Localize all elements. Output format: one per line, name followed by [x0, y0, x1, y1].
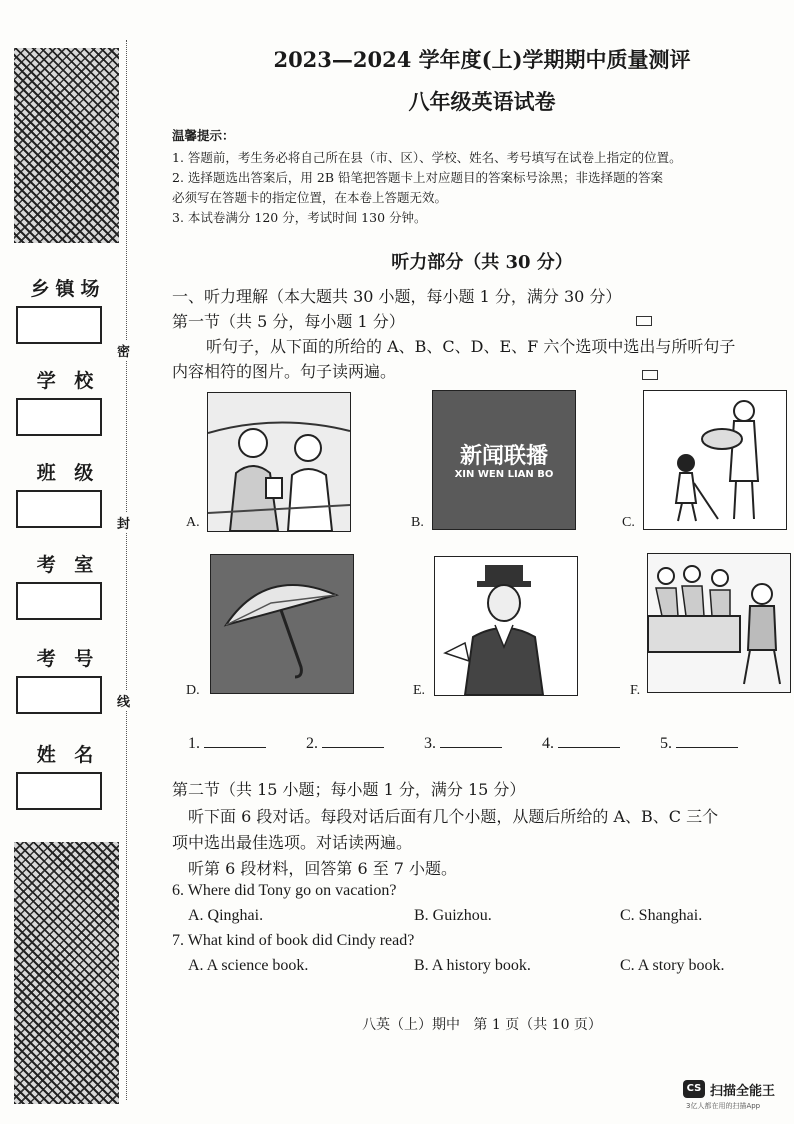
seal-char-xian: 线 [117, 690, 130, 711]
umbrella-picture [210, 554, 354, 694]
answer-blank-5-label: 5. [660, 735, 672, 752]
answer-blank-3-line [440, 733, 502, 748]
answer-blank-1 [188, 733, 266, 753]
news-broadcast-picture [432, 390, 576, 530]
field-label-school: 学 校 [36, 370, 100, 392]
tip-3: 3. 本试卷满分 120 分，考试时间 130 分钟。 [172, 210, 427, 225]
question-7-stem: 7. What kind of book did Cindy read? [172, 932, 415, 949]
magician-picture [434, 556, 578, 696]
picture-label-e: E. [413, 683, 426, 698]
question-7-option-c: C. A story book. [620, 957, 725, 974]
answer-blank-1-label: 1. [188, 735, 200, 752]
question-7-option-a: A. A science book. [188, 957, 309, 974]
question-6-option-b: B. Guizhou. [414, 907, 492, 924]
answer-blank-2-label: 2. [306, 735, 318, 752]
picture-label-a: A. [186, 515, 200, 530]
question-6-stem: 6. Where did Tony go on vacation? [172, 882, 397, 899]
answer-blank-1-line [204, 733, 266, 748]
tip-2-cont: 必须写在答题卡的指定位置，在本卷上答题无效。 [172, 190, 448, 205]
field-box-township [16, 306, 102, 344]
field-label-township: 乡镇场 [30, 278, 106, 300]
seal-dashed-line [126, 40, 127, 1100]
picture-label-f: F. [630, 683, 641, 698]
exam-subtitle: 八年级英语试卷 [408, 89, 556, 114]
picture-label-b: B. [411, 515, 424, 530]
seal-char-feng: 封 [117, 512, 130, 533]
section2-material: 听第 6 段材料，回答第 6 至 7 小题。 [188, 859, 458, 878]
answer-blank-5-line [676, 733, 738, 748]
tips-heading: 温馨提示： [172, 128, 235, 143]
question-6-option-c: C. Shanghai. [620, 907, 703, 924]
field-box-exam-number [16, 676, 102, 714]
page-footer: 八英（上）期中 第 1 页（共 10 页） [362, 1017, 602, 1033]
answer-blank-3-label: 3. [424, 735, 436, 752]
section1-instruction-1: 听句子，从下面的所给的 A、B、C、D、E、F 六个选项中选出与所听句子 [206, 337, 736, 356]
interview-picture [647, 553, 791, 693]
scanner-name: 扫描全能王 [710, 1084, 776, 1099]
answer-blank-2-line [322, 733, 384, 748]
section2-instruction-1: 听下面 6 段对话。每段对话后面有几个小题，从题后所给的 A、B、C 三个 [188, 807, 719, 826]
listening-heading: 听力部分（共 30 分） [391, 252, 573, 273]
picture-label-c: C. [622, 515, 635, 530]
tip-1: 1. 答题前，考生务必将自己所在县（市、区）、学校、姓名、考号填写在试卷上指定的位置。 [172, 150, 682, 165]
seal-char-mi: 密 [117, 340, 130, 361]
tip-2: 2. 选择题选出答案后，用 2B 铅笔把答题卡上对应题目的答案标号涂黑；非选择题的答案 [172, 170, 663, 185]
girls-carrying-basket-picture [643, 390, 787, 530]
field-label-exam-number: 考 号 [36, 648, 100, 670]
field-box-school [16, 398, 102, 436]
question-6-option-a: A. Qinghai. [188, 907, 264, 924]
answer-blank-4-line [558, 733, 620, 748]
answer-blank-3 [424, 733, 502, 753]
section1-title: 第一节（共 5 分，每小题 1 分） [172, 312, 405, 331]
field-label-name: 姓 名 [36, 744, 100, 766]
answer-blank-5 [660, 733, 738, 753]
scanner-logo-icon: CS [683, 1080, 705, 1098]
news-broadcast-pinyin: XIN WEN LIAN BO [454, 469, 554, 480]
news-broadcast-title: 新闻联播 [459, 444, 548, 469]
binding-pattern-top [14, 48, 119, 243]
field-label-room: 考 室 [36, 554, 100, 576]
section1-instruction-2: 内容相符的图片。句子读两遍。 [172, 362, 397, 381]
exam-title: 2023—2024 学年度(上)学期期中质量测评 [273, 47, 691, 72]
answer-blank-4 [542, 733, 620, 753]
scanner-slogan: 3亿人都在用的扫描App [686, 1102, 761, 1110]
answer-blank-2 [306, 733, 384, 753]
small-checkbox-mark-2 [642, 370, 658, 380]
section2-instruction-2: 项中选出最佳选项。对话读两遍。 [172, 833, 413, 852]
field-label-class: 班 级 [36, 462, 100, 484]
field-box-room [16, 582, 102, 620]
question-7-option-b: B. A history book. [414, 957, 531, 974]
field-box-class [16, 490, 102, 528]
part1-title: 一、听力理解（本大题共 30 小题，每小题 1 分，满分 30 分） [172, 287, 622, 306]
binding-pattern-bottom [14, 842, 119, 1104]
small-checkbox-mark [636, 316, 652, 326]
cinema-audience-picture [207, 392, 351, 532]
field-box-name [16, 772, 102, 810]
answer-blank-4-label: 4. [542, 735, 554, 752]
section2-title: 第二节（共 15 小题；每小题 1 分，满分 15 分） [172, 780, 526, 799]
picture-label-d: D. [186, 683, 200, 698]
